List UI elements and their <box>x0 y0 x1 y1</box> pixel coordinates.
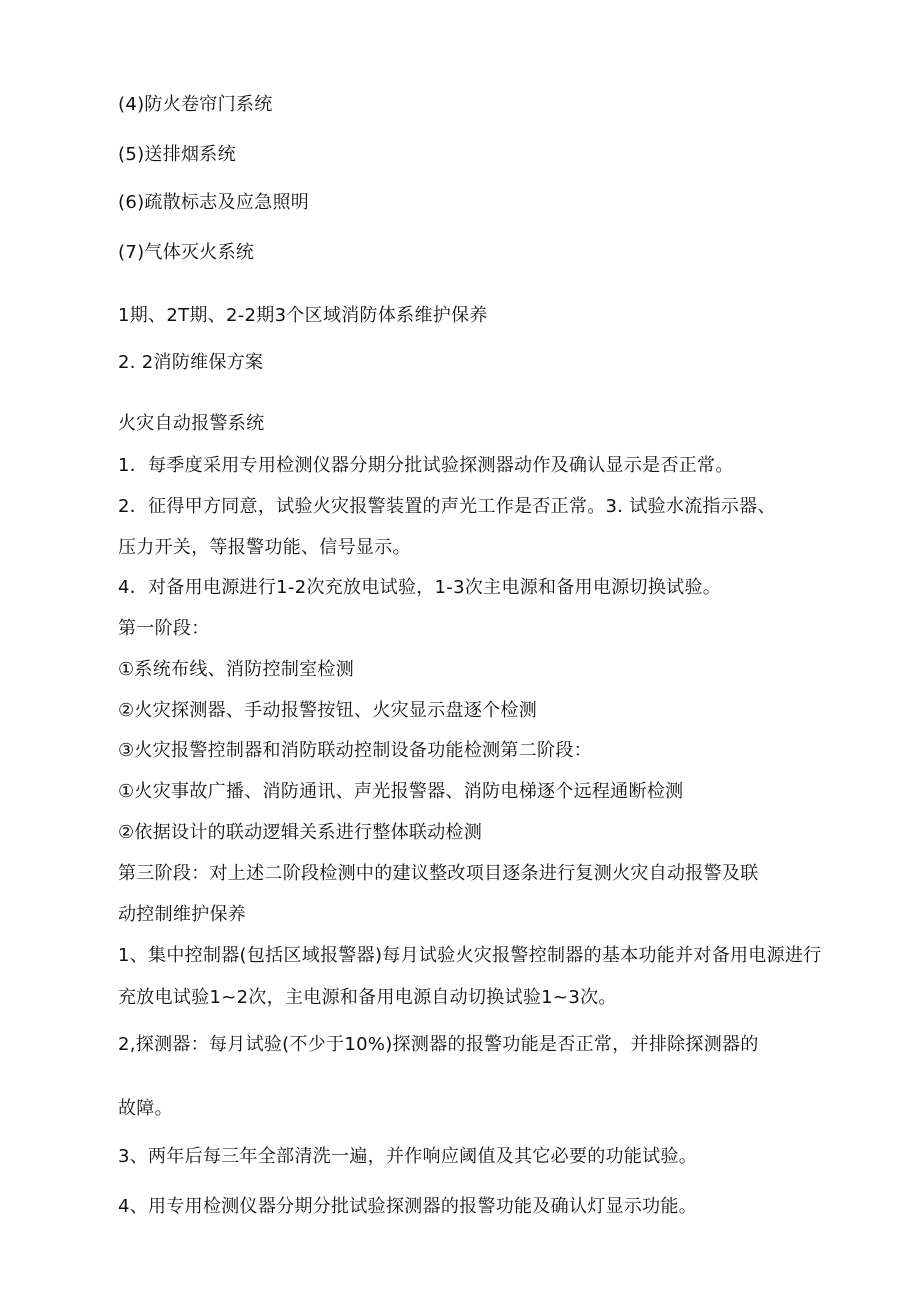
text-line: 2,探测器：每月试验(不少于10%)探测器的报警功能是否正常，并排除探测器的 <box>118 1034 759 1055</box>
text-line: 2．征得甲方同意，试验火灾报警装置的声光工作是否正常。3. 试验水流指示器、 <box>118 496 776 517</box>
text-line: (7)气体灭火系统 <box>118 242 255 263</box>
text-line: 1、集中控制器(包括区域报警器)每月试验火灾报警控制器的基本功能并对备用电源进行 <box>118 945 822 966</box>
text-line: 4．对备用电源进行1-2次充放电试验，1-3次主电源和备用电源切换试验。 <box>118 577 722 598</box>
text-line: 3、两年后每三年全部清洗一遍，并作响应阈值及其它必要的功能试验。 <box>118 1146 698 1167</box>
text-line: ①系统布线、消防控制室检测 <box>118 659 355 680</box>
text-line: 4、用专用检测仪器分期分批试验探测器的报警功能及确认灯显示功能。 <box>118 1196 698 1217</box>
text-line: 2. 2消防维保方案 <box>118 352 264 373</box>
text-line: ①火灾事故广播、消防通讯、声光报警器、消防电梯逐个远程通断检测 <box>118 781 684 802</box>
text-line: 第一阶段： <box>118 618 210 639</box>
text-line: 火灾自动报警系统 <box>118 413 265 434</box>
text-line: ③火灾报警控制器和消防联动控制设备功能检测第二阶段： <box>118 740 592 761</box>
text-line: 压力开关，等报警功能、信号显示。 <box>118 537 411 558</box>
text-line: (4)防火卷帘门系统 <box>118 94 273 115</box>
text-line: 动控制维护保养 <box>118 904 247 925</box>
text-line: (5)送排烟系统 <box>118 144 236 165</box>
text-line: 1．每季度采用专用检测仪器分期分批试验探测器动作及确认显示是否正常。 <box>118 455 734 476</box>
text-line: 故障。 <box>118 1098 173 1119</box>
text-line: 第三阶段：对上述二阶段检测中的建议整改项目逐条进行复测火灾自动报警及联 <box>118 863 759 884</box>
text-line: 充放电试验1~2次，主电源和备用电源自动切换试验1~3次。 <box>118 987 617 1008</box>
text-line: ②依据设计的联动逻辑关系进行整体联动检测 <box>118 822 483 843</box>
text-line: (6)疏散标志及应急照明 <box>118 192 310 213</box>
text-line: ②火灾探测器、手动报警按钮、火灾显示盘逐个检测 <box>118 700 538 721</box>
text-line: 1期、2T期、2-2期3个区域消防体系维护保养 <box>118 305 488 326</box>
